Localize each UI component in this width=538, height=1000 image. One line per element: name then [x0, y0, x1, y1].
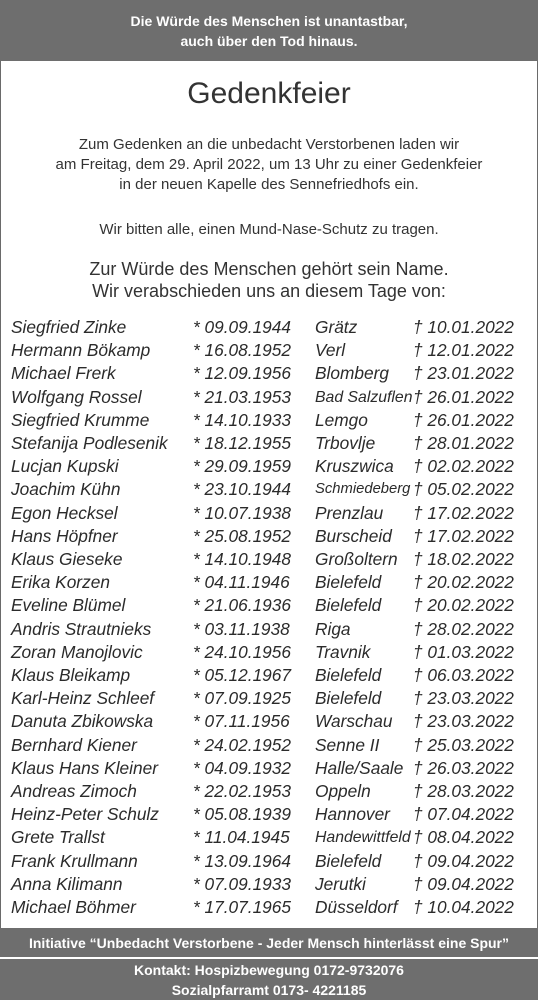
death-date: † 10.01.2022	[413, 317, 514, 337]
subheading-line-1: Zur Würde des Menschen gehört sein Name.	[89, 259, 449, 279]
deceased-name: Siegfried Krumme	[11, 409, 150, 430]
birth-date: * 23.10.1944	[193, 479, 292, 500]
birth-date: * 24.02.1952	[193, 734, 292, 755]
list-item	[0, 734, 538, 757]
death-date: † 07.04.2022	[413, 804, 514, 825]
deceased-name: Michael Böhmer	[11, 897, 136, 917]
birth-date: * 29.09.1959	[193, 456, 292, 477]
deceased-name: Joachim Kühn	[11, 479, 121, 500]
deceased-name: Karl-Heinz Schleef	[11, 688, 155, 709]
birth-date: * 21.06.1936	[193, 595, 292, 616]
death-date: † 26.01.2022	[413, 386, 514, 407]
deceased-name: Egon Hecksel	[11, 502, 118, 523]
place-of-origin: Bielefeld	[315, 850, 382, 871]
birth-date: * 13.09.1964	[193, 850, 292, 871]
intro-line-1: Zum Gedenken an die unbedacht Verstorbenen laden wir	[78, 136, 460, 153]
deceased-name: Eveline Blümel	[11, 595, 126, 616]
header-line-1: Die Würde des Menschen ist unantastbar,	[130, 13, 408, 29]
birth-date: * 14.10.1933	[193, 409, 292, 430]
list-item	[0, 664, 538, 687]
deceased-name: Hans Höpfner	[11, 525, 118, 546]
list-item	[0, 409, 538, 432]
birth-date: * 25.08.1952	[193, 525, 292, 546]
death-date: † 28.01.2022	[413, 433, 514, 453]
deceased-name: Erika Korzen	[11, 572, 110, 593]
death-date: † 20.02.2022	[413, 572, 514, 593]
list-item	[0, 362, 538, 385]
birth-date: * 05.12.1967	[193, 665, 292, 685]
deceased-name: Klaus Hans Kleiner	[11, 757, 158, 778]
death-date: † 06.03.2022	[413, 665, 514, 685]
place-of-origin: Grätz	[315, 317, 358, 337]
contact-line-2: Sozialpfarramt 0173- 4221185	[171, 982, 367, 998]
death-date: † 20.02.2022	[413, 595, 514, 616]
deceased-name: Siegfried Zinke	[11, 317, 127, 337]
deceased-name: Heinz-Peter Schulz	[11, 804, 159, 825]
place-of-origin: Blomberg	[315, 363, 389, 384]
page-title: Gedenkfeier	[187, 77, 351, 110]
header-line-2: auch über den Tod hinaus.	[180, 33, 358, 49]
deceased-name: Stefanija Podlesenik	[11, 433, 168, 453]
subheading-line-2: Wir verabschieden uns an diesem Tage von:	[92, 281, 446, 301]
place-of-origin: Bielefeld	[315, 572, 382, 593]
place-of-origin: Hannover	[315, 804, 390, 825]
list-item	[0, 548, 538, 571]
deceased-name: Zoran Manojlovic	[11, 641, 143, 662]
list-item	[0, 780, 538, 803]
deceased-name: Grete Trallst	[11, 827, 105, 848]
birth-date: * 11.04.1945	[193, 827, 290, 848]
death-date: † 05.02.2022	[413, 479, 514, 500]
contact-block	[0, 960, 538, 1000]
death-date: † 23.03.2022	[413, 711, 514, 732]
death-date: † 18.02.2022	[413, 549, 514, 569]
place-of-origin: Bielefeld	[315, 595, 382, 616]
list-item	[0, 478, 538, 501]
birth-date: * 07.09.1933	[193, 873, 292, 894]
place-of-origin: Kruszwica	[315, 456, 394, 477]
birth-date: * 05.08.1939	[193, 804, 292, 825]
deceased-name: Frank Krullmann	[11, 850, 138, 871]
list-item	[0, 339, 538, 362]
death-date: † 25.03.2022	[413, 734, 514, 755]
place-of-origin: Verl	[315, 340, 346, 361]
place-of-origin: Bielefeld	[315, 665, 382, 685]
list-item	[0, 455, 538, 478]
birth-date: * 03.11.1938	[193, 618, 290, 639]
place-of-origin: Bad Salzuflen	[315, 388, 413, 406]
list-item	[0, 873, 538, 896]
birth-date: * 17.07.1965	[193, 897, 292, 917]
place-of-origin: Trbovlje	[315, 433, 376, 453]
deceased-name: Danuta Zbikowska	[11, 711, 154, 732]
death-date: † 10.04.2022	[413, 897, 514, 917]
intro-line-3: in der neuen Kapelle des Sennefriedhofs ein.	[119, 176, 419, 193]
birth-date: * 21.03.1953	[193, 386, 292, 407]
death-date: † 23.01.2022	[413, 363, 514, 384]
place-of-origin: Schmiedeberg	[315, 481, 411, 498]
birth-date: * 04.09.1932	[193, 757, 292, 778]
place-of-origin: Prenzlau	[315, 502, 384, 523]
footer-divider	[0, 957, 538, 959]
contact-line-1: Kontakt: Hospizbewegung 0172-9732076	[134, 962, 404, 978]
place-of-origin: Handewittfeld	[315, 829, 411, 847]
death-date: † 17.02.2022	[413, 502, 514, 523]
list-item	[0, 594, 538, 617]
birth-date: * 24.10.1956	[193, 641, 292, 662]
place-of-origin: Senne II	[315, 734, 380, 755]
deceased-name: Andris Strautnieks	[11, 618, 152, 639]
deceased-name: Lucjan Kupski	[11, 456, 119, 477]
deceased-name: Hermann Bökamp	[11, 340, 151, 361]
footer-banner	[0, 928, 538, 1000]
deceased-name: Bernhard Kiener	[11, 734, 137, 755]
death-date: † 09.04.2022	[413, 873, 514, 894]
list-item	[0, 641, 538, 664]
birth-date: * 04.11.1946	[193, 572, 290, 593]
subheading	[0, 258, 538, 302]
place-of-origin: Oppeln	[315, 781, 371, 801]
list-item	[0, 896, 538, 919]
death-date: † 08.04.2022	[413, 827, 514, 848]
death-date: † 12.01.2022	[413, 340, 514, 361]
place-of-origin: Lemgo	[315, 409, 368, 430]
death-date: † 28.03.2022	[413, 781, 514, 801]
birth-date: * 16.08.1952	[193, 340, 292, 361]
place-of-origin: Warschau	[315, 711, 393, 732]
list-item	[0, 502, 538, 525]
list-item	[0, 757, 538, 780]
list-item	[0, 710, 538, 733]
deceased-name: Wolfgang Rossel	[11, 386, 142, 407]
birth-date: * 07.11.1956	[193, 711, 290, 732]
place-of-origin: Großoltern	[315, 549, 398, 569]
place-of-origin: Bielefeld	[315, 688, 382, 709]
birth-date: * 18.12.1955	[193, 433, 292, 453]
list-item	[0, 803, 538, 826]
list-item	[0, 687, 538, 710]
list-item	[0, 386, 538, 409]
place-of-origin: Jerutki	[315, 873, 366, 894]
death-date: † 17.02.2022	[413, 525, 514, 546]
list-item	[0, 850, 538, 873]
deceased-name: Klaus Bleikamp	[11, 665, 131, 685]
death-date: † 26.01.2022	[413, 409, 514, 430]
header-banner	[0, 0, 538, 61]
list-item	[0, 826, 538, 849]
intro-text	[0, 135, 538, 195]
list-item	[0, 316, 538, 339]
mask-notice: Wir bitten alle, einen Mund-Nase-Schutz zu tragen.	[99, 221, 439, 238]
birth-date: * 07.09.1925	[193, 688, 292, 709]
birth-date: * 22.02.1953	[193, 781, 292, 801]
deceased-name: Andreas Zimoch	[11, 781, 137, 801]
birth-date: * 10.07.1938	[193, 502, 292, 523]
place-of-origin: Travnik	[315, 641, 371, 662]
death-date: † 02.02.2022	[413, 456, 514, 477]
birth-date: * 09.09.1944	[193, 317, 292, 337]
list-item	[0, 571, 538, 594]
initiative-line: Initiative “Unbedacht Verstorbene - Jeder Mensch hinterlässt eine Spur”	[28, 935, 510, 951]
death-date: † 23.03.2022	[413, 688, 514, 709]
place-of-origin: Düsseldorf	[315, 897, 398, 917]
intro-line-2: am Freitag, dem 29. April 2022, um 13 Uhr zu einer Gedenkfeier	[55, 156, 483, 173]
death-date: † 01.03.2022	[413, 641, 514, 662]
place-of-origin: Burscheid	[315, 525, 392, 546]
list-item	[0, 432, 538, 455]
death-date: † 26.03.2022	[413, 757, 514, 778]
deceased-name: Klaus Gieseke	[11, 549, 123, 569]
death-date: † 09.04.2022	[413, 850, 514, 871]
list-item	[0, 618, 538, 641]
place-of-origin: Riga	[315, 618, 351, 639]
deceased-name: Michael Frerk	[11, 363, 116, 384]
list-item	[0, 525, 538, 548]
death-date: † 28.02.2022	[413, 618, 514, 639]
place-of-origin: Halle/Saale	[315, 757, 404, 778]
birth-date: * 12.09.1956	[193, 363, 292, 384]
birth-date: * 14.10.1948	[193, 549, 292, 569]
deceased-name: Anna Kilimann	[11, 873, 123, 894]
